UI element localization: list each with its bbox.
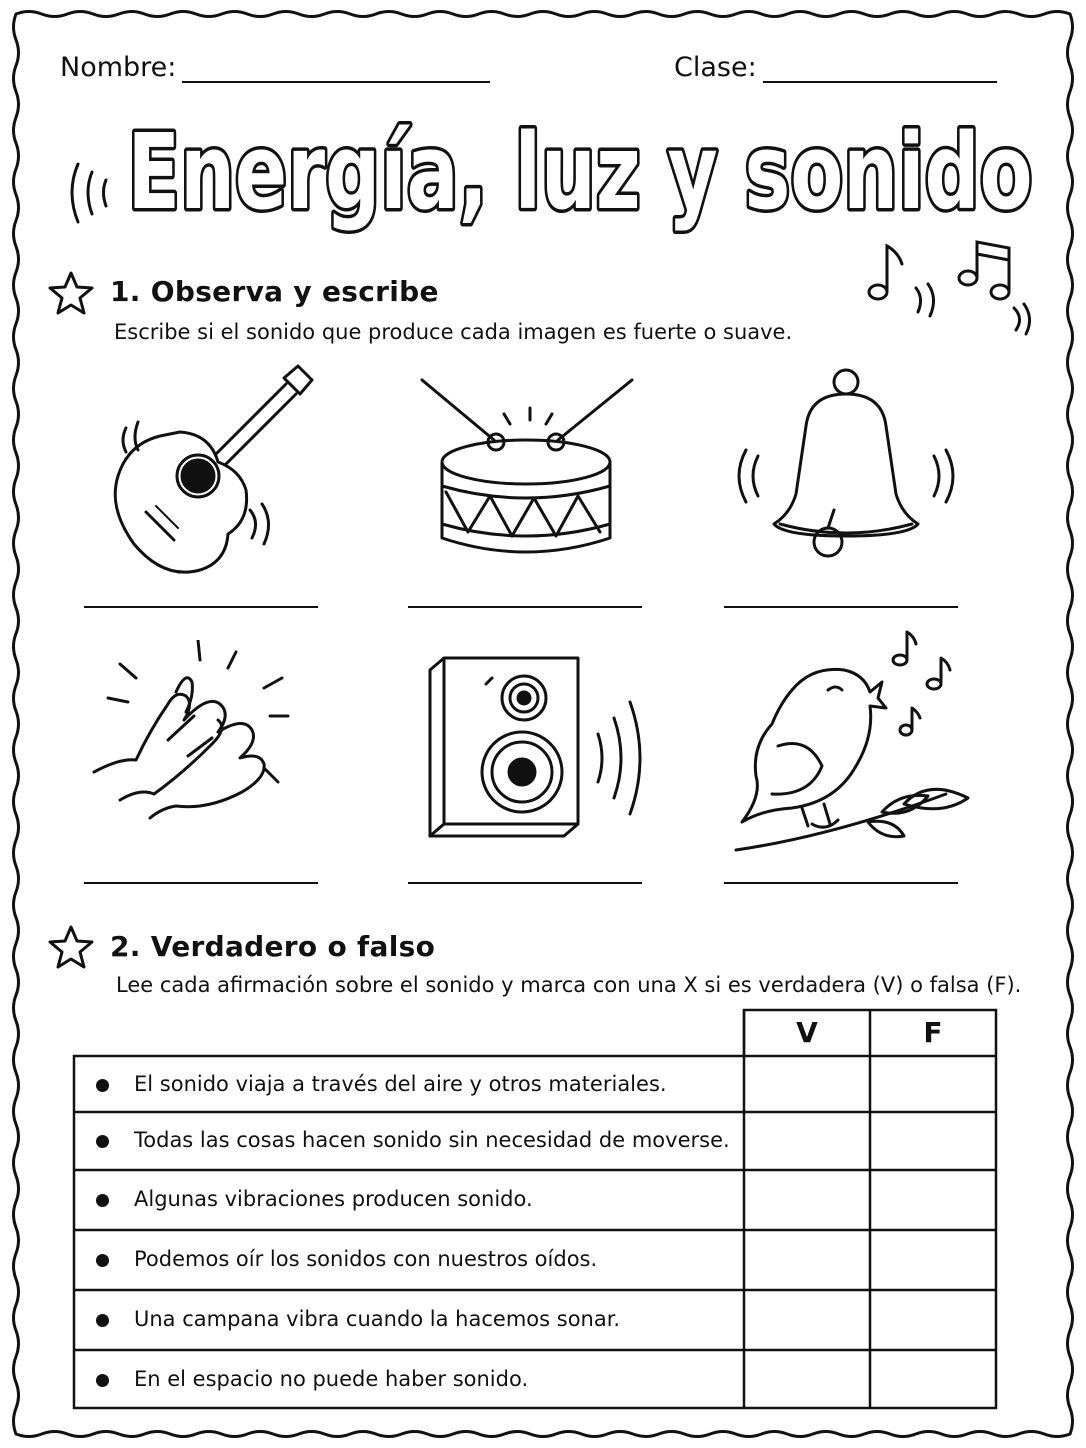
checkbox-f[interactable] xyxy=(872,1172,994,1228)
checkbox-v[interactable] xyxy=(746,1292,868,1348)
checkbox-v[interactable] xyxy=(746,1172,868,1228)
statement-text: En el espacio no puede haber sonido. xyxy=(134,1367,529,1391)
statement-text: Algunas vibraciones producen sonido. xyxy=(134,1187,533,1211)
column-header-f: F xyxy=(923,1016,943,1049)
section2-instruction: Lee cada afirmación sobre el sonido y marca con una X si es verdadera (V) o falsa (F). xyxy=(116,973,1022,997)
checkbox-v[interactable] xyxy=(746,1232,868,1288)
checkbox-f[interactable] xyxy=(872,1232,994,1288)
bullet-icon xyxy=(96,1079,109,1092)
checkbox-f[interactable] xyxy=(872,1058,994,1110)
checkbox-f[interactable] xyxy=(872,1352,994,1406)
section1-instruction: Escribe si el sonido que produce cada imagen es fuerte o suave. xyxy=(114,320,793,344)
bullet-icon xyxy=(96,1314,109,1327)
bullet-icon xyxy=(96,1194,109,1207)
checkbox-v[interactable] xyxy=(746,1114,868,1168)
statement-text: El sonido viaja a través del aire y otros materiales. xyxy=(134,1072,667,1096)
column-header-v: V xyxy=(796,1016,818,1049)
class-label: Clase: xyxy=(674,52,757,83)
name-label: Nombre: xyxy=(60,52,177,83)
statement-text: Podemos oír los sonidos con nuestros oídos. xyxy=(134,1247,598,1271)
checkbox-v[interactable] xyxy=(746,1058,868,1110)
bullet-icon xyxy=(96,1135,109,1148)
section2-title: 2. Verdadero o falso xyxy=(110,930,436,963)
title-text: Energía, luz y sonido xyxy=(127,111,1033,233)
checkbox-f[interactable] xyxy=(872,1114,994,1168)
checkbox-f[interactable] xyxy=(872,1292,994,1348)
checkbox-v[interactable] xyxy=(746,1352,868,1406)
section1-title: 1. Observa y escribe xyxy=(110,275,439,308)
bullet-icon xyxy=(96,1374,109,1387)
bullet-icon xyxy=(96,1254,109,1267)
statement-text: Una campana vibra cuando la hacemos sonar. xyxy=(134,1307,621,1331)
statement-text: Todas las cosas hacen sonido sin necesidad de moverse. xyxy=(134,1128,730,1152)
